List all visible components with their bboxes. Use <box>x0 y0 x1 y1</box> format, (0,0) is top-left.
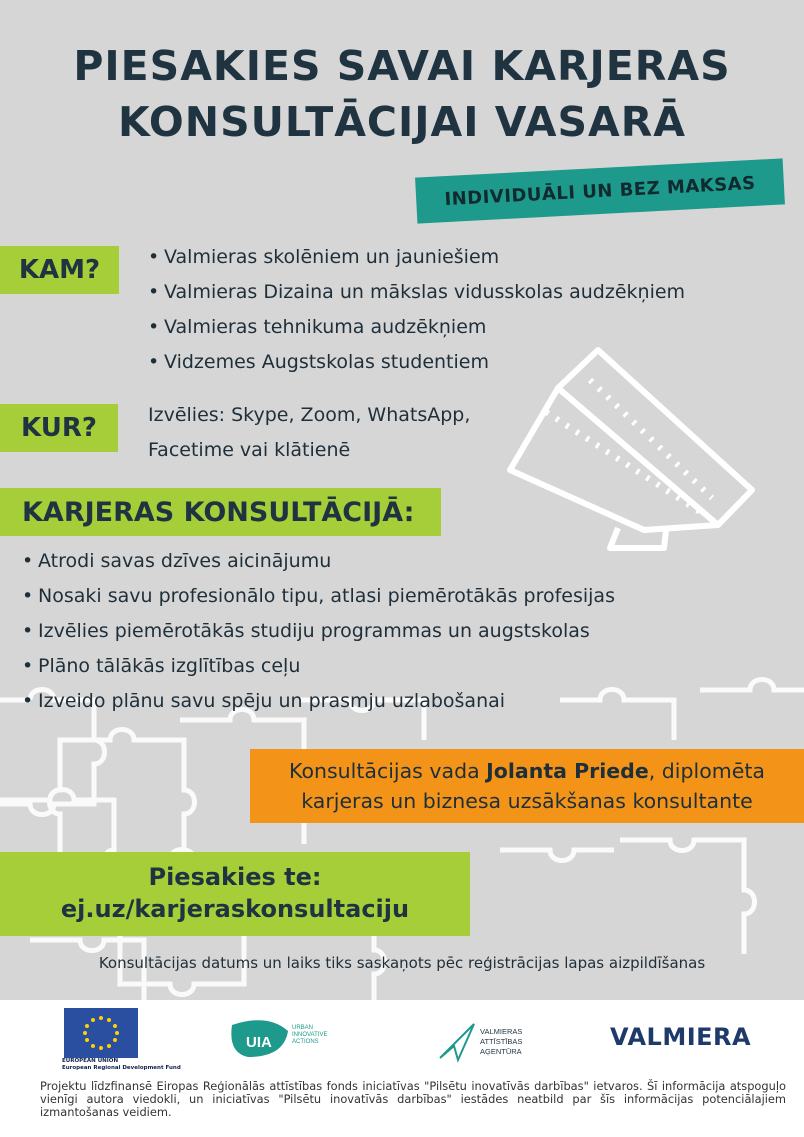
kam-list <box>148 240 685 380</box>
vaa-logo <box>438 1020 548 1064</box>
eu-flag-logo <box>64 1008 138 1058</box>
konsultacija-label: KARJERAS KONSULTĀCIJĀ: <box>0 488 441 536</box>
signup-heading: Piesakies te: <box>148 863 322 891</box>
logo-footer <box>0 1000 804 1137</box>
svg-text:INNOVATIVE: INNOVATIVE <box>292 1032 328 1038</box>
free-individual-badge: INDIVIDUĀLI UN BEZ MAKSAS <box>415 158 785 223</box>
consultant-suffix: , diplomēta <box>648 759 765 783</box>
funding-disclaimer: Projektu līdzfinansē Eiropas Reģionālās attīstības fonds iniciatīvas "Pilsētu inovatīvās darbības" ietvaros. Šī informācija atspoguļo vienīgi autora viedokli, un iniciatīvas "Pilsētu inovatīvās darbības" iestādes neatbild par šīs informācijas potenciālajiem izmantošanas veidiem. <box>40 1079 786 1119</box>
svg-text:AĢENTŪRA: AĢENTŪRA <box>480 1047 522 1056</box>
list-item: • Vidzemes Augstskolas studentiem <box>148 351 489 373</box>
title-line-2: KONSULTĀCIJAI VASARĀ <box>117 98 687 146</box>
consultant-name: Jolanta Priede <box>486 759 649 783</box>
kur-line-2: Facetime vai klātienē <box>148 439 351 461</box>
list-item: • Atrodi savas dzīves aicinājumu <box>22 550 332 572</box>
list-item: • Valmieras Dizaina un mākslas vidusskolas audzēkņiem <box>148 281 686 303</box>
list-item: • Valmieras skolēniem un jauniešiem <box>148 246 500 268</box>
svg-text:ACTIONS: ACTIONS <box>292 1039 319 1045</box>
signup-box <box>0 852 470 936</box>
puzzle-pattern-icon <box>0 680 804 1001</box>
list-item: • Valmieras tehnikuma audzēkņiem <box>148 316 487 338</box>
list-item: • Nosaki savu profesionālo tipu, atlasi piemērotākās profesijas <box>22 585 615 607</box>
list-item: • Izvēlies piemērotākās studiju programmas un augstskolas <box>22 620 590 642</box>
scheduling-note: Konsultācijas datums un laiks tiks saskaņots pēc reģistrācijas lapas aizpildīšanas <box>98 954 706 972</box>
consultant-line-2: karjeras un biznesa uzsākšanas konsultante <box>301 789 753 813</box>
kur-line-1: Izvēlies: Skype, Zoom, WhatsApp, <box>148 404 471 426</box>
consultant-box <box>250 749 804 823</box>
svg-text:UIA: UIA <box>246 1034 272 1051</box>
valmiera-logo: VALMIERA <box>610 1023 752 1051</box>
eu-caption: EUROPEAN UNION European Regional Development Fund <box>62 1058 181 1071</box>
uia-logo <box>228 1017 338 1059</box>
consultant-prefix: Konsultācijas vada <box>289 759 487 783</box>
kam-label: KAM? <box>0 246 119 294</box>
list-item: • Izveido plānu savu spēju un prasmju uzlabošanai <box>22 690 506 712</box>
konsultacija-list <box>22 544 615 719</box>
kur-label: KUR? <box>0 404 118 452</box>
title-line-1: PIESAKIES SAVAI KARJERAS <box>73 42 731 90</box>
kur-text <box>148 398 470 468</box>
svg-text:VALMIERAS: VALMIERAS <box>480 1027 523 1036</box>
list-item: • Plāno tālākās izglītības ceļu <box>22 655 301 677</box>
page-title <box>0 38 804 150</box>
svg-text:URBAN: URBAN <box>292 1025 314 1031</box>
eu-stars-icon <box>64 1008 138 1058</box>
svg-text:ATTĪSTĪBAS: ATTĪSTĪBAS <box>480 1037 523 1046</box>
signup-link[interactable]: ej.uz/karjeraskonsultaciju <box>60 895 410 923</box>
